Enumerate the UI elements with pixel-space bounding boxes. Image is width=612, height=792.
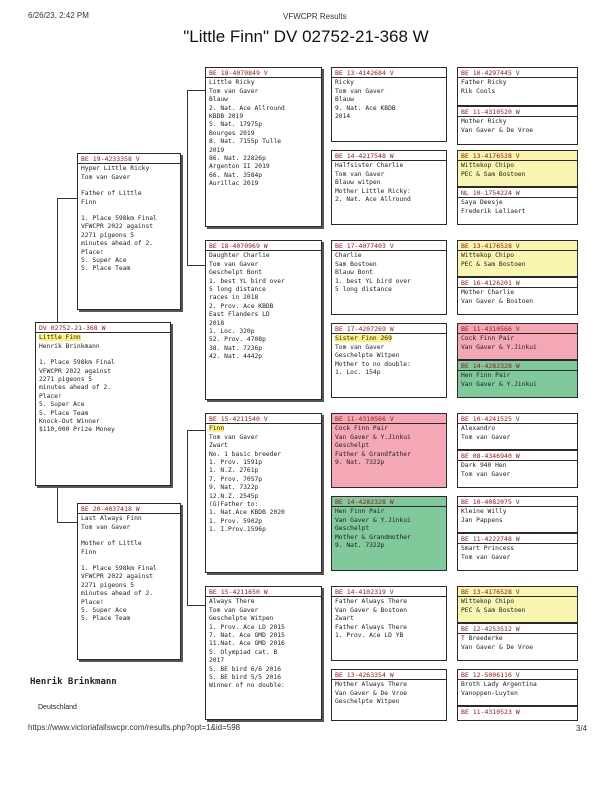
pedigree-line: 1. Place 598km Final [81, 565, 157, 573]
pedigree-line: Geschelpt [335, 442, 370, 450]
pedigree-line: 2018 [209, 319, 225, 327]
pedigree-line: Bourges 2019 [209, 129, 255, 137]
pedigree-line: Van Gaver & De Vroe [461, 126, 534, 134]
pedigree-line: Tom van Gaver [461, 553, 511, 561]
ring-number: BE 14-4102319 V [332, 588, 446, 597]
pedigree-line: 2271 pigeons 5 [81, 231, 135, 239]
pedigree-line: Geschelpt Bont [209, 269, 263, 277]
pedigree-line: Mother of Little [81, 540, 142, 548]
pedigree-line: $110,000 Prize Money [39, 426, 115, 434]
pedigree-line: 1. N.Z. 2761p [209, 467, 259, 475]
pedigree-line: Finn [81, 548, 97, 556]
pedigree-line: 52. Prov. 4708p [209, 336, 266, 344]
pedigree-line: Charlie [335, 252, 362, 260]
pedigree-line: 1. Loc. 320p [209, 328, 255, 336]
pedigree-line: Blauw Bont [335, 269, 373, 277]
pedigree-line: Van Gaver & Y.Jinkui [461, 343, 537, 351]
pedigree-line: 5. Nat. 17975p [209, 121, 263, 129]
pedigree-line: PEC & Sam Bostoen [461, 260, 526, 268]
pedigree-line: Blauw witpen [335, 179, 381, 187]
pigeon-owner: Tom van Gaver [81, 173, 131, 181]
pedigree-line: Cock Finn Pair [461, 335, 515, 343]
connector-line [187, 430, 188, 605]
pedigree-line: minutes ahead of 2. [39, 384, 112, 392]
pedigree-line: 1. Prov. 1591p [209, 459, 263, 467]
ring-number: BE 10-4297445 V [458, 69, 577, 78]
pedigree-line: Wittekop Chipo [461, 598, 515, 606]
pedigree-line: Van Gaver & De Vroe [461, 643, 534, 651]
ring-number: BE 10-4082075 V [458, 498, 577, 507]
pedigree-line: 5. Super Ace [81, 257, 127, 265]
pedigree-line: minutes ahead of 2. [81, 240, 154, 248]
pedigree-line: Father of Little [81, 190, 142, 198]
pedigree-line: Blauw [209, 96, 228, 104]
pedigree-line: Hen Finn Pair [335, 508, 385, 516]
pedigree-line: VFWCPR 2022 against [39, 367, 112, 375]
ring-number: BE 18-4070849 V [206, 69, 321, 78]
pedigree-line: Alexandro [461, 425, 496, 433]
pedigree-line: Van Gaver & De Vroe [335, 689, 408, 697]
pedigree-card-dsd[interactable] [331, 496, 447, 571]
pedigree-line: Mother Ricky [461, 118, 507, 126]
pedigree-line: Finn [81, 198, 97, 206]
pedigree-line: 1. Prov. Ace LD YB [335, 632, 404, 640]
ring-number: BE 08-4346940 W [458, 452, 577, 461]
pedigree-subject-card[interactable] [35, 322, 171, 486]
pedigree-line: 1. best YL bird over [209, 277, 285, 285]
ring-number: BE 13-4176528 V [458, 152, 577, 161]
pedigree-line: Winner of no double: [209, 682, 285, 690]
pedigree-line: 5. Place Team [81, 265, 131, 273]
pedigree-line: 5. Place Team [39, 409, 89, 417]
pedigree-line: 7. Nat. Ace GMD 2015 [209, 632, 285, 640]
pedigree-line: Mother Charlie [461, 289, 515, 297]
pigeon-owner: Henrik Brinkmann [39, 342, 100, 350]
pedigree-sire-card[interactable] [77, 153, 181, 310]
pedigree-card-g5[interactable] [457, 586, 578, 623]
footer-url: https://www.victoriafallswcpr.com/results.php?opt=1&id=598 [28, 723, 241, 732]
pedigree-card-g5[interactable] [457, 706, 578, 721]
pedigree-dam-card[interactable] [77, 503, 181, 660]
pedigree-line: Mother Always There [335, 681, 408, 689]
ring-number: BE 10-4241525 V [458, 415, 577, 424]
pedigree-line: 2. Prov. Ace KBDB [209, 302, 274, 310]
pedigree-card-g5[interactable] [457, 623, 578, 661]
pedigree-line: 2019 [209, 146, 225, 154]
pedigree-line: 9. Nat. 7322p [209, 484, 259, 492]
pedigree-line: 1. Place 598km Final [81, 215, 157, 223]
ring-number: BE 11-4310566 V [458, 325, 577, 334]
pedigree-line: Mother to no double: [335, 360, 411, 368]
pedigree-card-g5[interactable] [457, 323, 578, 360]
pedigree-line: Mother Little Ricky: [335, 187, 411, 195]
pedigree-line: Blauw [335, 96, 354, 104]
owner-country: Deutschland [38, 704, 77, 711]
pedigree-line: 66. Nat. 3584p [209, 171, 263, 179]
pedigree-line: Tom van Gaver [335, 343, 385, 351]
pedigree-line: Always There [209, 598, 255, 606]
pedigree-line: 38. Nat. 7236p [209, 344, 263, 352]
connector-line [187, 90, 205, 91]
pedigree-card-g5[interactable] [457, 150, 578, 187]
pedigree-line: 2. Nat. Ace Allround [335, 196, 411, 204]
pedigree-line: Aurillac 2019 [209, 180, 259, 188]
pedigree-line: (G)Father to: [209, 501, 259, 509]
ring-number: BE 15-4211650 W [206, 588, 321, 597]
pedigree-card-g5[interactable] [457, 496, 578, 533]
ring-number: BE 14-4217548 W [332, 152, 446, 161]
print-datetime: 6/26/23, 2:42 PM [28, 11, 89, 20]
ring-number: BE 12-4253512 W [458, 625, 577, 634]
pedigree-card-sd[interactable] [205, 240, 322, 400]
pedigree-line: 2014 [335, 113, 351, 121]
pedigree-line: Geschelpte Witpen [335, 352, 400, 360]
pedigree-card-dss[interactable] [331, 413, 447, 488]
connector-line [187, 90, 188, 265]
pedigree-line: VFWCPR 2022 against [81, 223, 154, 231]
pedigree-line: Tom van Gaver [209, 87, 259, 95]
page-number: 3/4 [576, 724, 588, 733]
pedigree-line: Smart Princess [461, 545, 515, 553]
pedigree-line: Vanoppen-Luyten [461, 689, 518, 697]
pedigree-line: 7. Prov. 7057p [209, 475, 263, 483]
ring-number: BE 11-4310523 W [461, 708, 520, 716]
pedigree-line: 1. Prov. Ace LD 2015 [209, 623, 285, 631]
pedigree-line: 8. Nat. 7155p Tulle [209, 138, 282, 146]
pedigree-card-g5[interactable] [457, 240, 578, 277]
ring-number: BE 13-4176528 V [458, 588, 577, 597]
pedigree-line: Zwart [209, 442, 228, 450]
pedigree-line: Broth Lady Argentina [461, 681, 537, 689]
pedigree-card-dds[interactable] [331, 586, 447, 661]
pedigree-line: Father Always There [335, 623, 408, 631]
pedigree-line: 5. Super Ace [39, 401, 85, 409]
pedigree-line: Place! [81, 248, 104, 256]
pedigree-line: Tom van Gaver [335, 87, 385, 95]
pedigree-card-ddd[interactable] [331, 669, 447, 721]
ring-number: BE 13-4176528 V [458, 242, 577, 251]
pedigree-line: 2017 [209, 657, 225, 665]
ring-number: BE 11-4310520 W [458, 108, 577, 117]
pedigree-line: 12.N.Z. 2545p [209, 492, 259, 500]
pedigree-line: Jan Pappens [461, 516, 503, 524]
owner-name: Henrik Brinkmann [30, 677, 117, 687]
pedigree-card-g5[interactable] [457, 533, 578, 571]
ring-number: BE 17-4207269 W [332, 325, 446, 334]
pedigree-line: Van Gaver & Y.Jinkui [335, 516, 411, 524]
pedigree-line: 5. Place Team [81, 615, 131, 623]
pedigree-card-ds[interactable] [205, 413, 322, 573]
pedigree-line: 2. Nat. Ace Allround [209, 104, 285, 112]
page-title: "Little Finn" DV 02752-21-368 W [183, 27, 429, 46]
pedigree-line: 9. Nat. 7322p [335, 542, 385, 550]
pedigree-line: Tom van Gaver [209, 260, 259, 268]
print-site-name: VFWCPR Results [283, 12, 347, 21]
pedigree-line: 2271 pigeons 5 [39, 376, 93, 384]
pedigree-line: Geschelpte Witpen [335, 698, 400, 706]
pedigree-card-ssd[interactable] [331, 150, 447, 225]
ring-number: BE 19-4233358 V [78, 155, 180, 164]
pedigree-line: Tom van Gaver [209, 433, 259, 441]
pedigree-card-g5[interactable] [457, 669, 578, 706]
pedigree-line: 1. Prov. 5902p [209, 517, 263, 525]
pedigree-card-ss[interactable] [205, 67, 322, 227]
pedigree-line: Hen Finn Pair [461, 372, 511, 380]
pedigree-line: races in 2018 [209, 294, 259, 302]
pedigree-line: Zwart [335, 615, 354, 623]
pedigree-line: Sam Bostoen [335, 260, 377, 268]
ring-number: BE 20-4037418 W [78, 505, 180, 514]
pedigree-line: Ricky [335, 79, 354, 87]
pedigree-card-g5[interactable] [457, 413, 578, 450]
connector-line [187, 265, 205, 266]
pedigree-line: Geschelpt [335, 525, 370, 533]
pedigree-line: Halfsister Charlie [335, 162, 404, 170]
pedigree-line: 5 long distance [335, 286, 392, 294]
pedigree-line: 42. Nat. 4442p [209, 353, 263, 361]
pedigree-line: 11.Nat. Ace GMD 2016 [209, 640, 285, 648]
pedigree-line: Saya Deesje [461, 199, 503, 207]
pedigree-line: Tom van Gaver [461, 470, 511, 478]
pedigree-line: Rik Cools [461, 87, 496, 95]
pedigree-line: Kleine Willy [461, 508, 507, 516]
pedigree-line: Place! [39, 392, 62, 400]
pedigree-line: Frederik Leliaert [461, 207, 526, 215]
pedigree-line: T Breederke [461, 635, 503, 643]
pedigree-line: Sister Finn 269 [335, 335, 392, 343]
ring-number: BE 13-4142684 V [332, 69, 446, 78]
pedigree-line: Van Gaver & Bostoen [461, 297, 534, 305]
pedigree-line: Wittekop Chipo [461, 162, 515, 170]
pedigree-card-sss[interactable] [331, 67, 447, 142]
pedigree-line: Knock-Out Winner [39, 418, 100, 426]
ring-number: BE 16-4126201 W [458, 279, 577, 288]
pedigree-line: 1. I.Prov.1596p [209, 526, 266, 534]
ring-number: BE 11-4310566 V [332, 415, 446, 424]
pedigree-card-g5[interactable] [457, 450, 578, 488]
pedigree-card-dd[interactable] [205, 586, 322, 720]
pedigree-line: East Flanders LD [209, 311, 270, 319]
ring-number: BE 14-4282328 W [458, 362, 577, 371]
pedigree-line: Father Ricky [461, 79, 507, 87]
pedigree-line: No. 1 basic breeder [209, 450, 282, 458]
pedigree-card-g5[interactable] [457, 67, 578, 106]
pedigree-line: 9. Nat. 7322p [335, 459, 385, 467]
ring-number: BE 13-4263354 W [332, 671, 446, 680]
pedigree-line: Van Gaver & Y.Jinkui [335, 433, 411, 441]
pedigree-card-sdd[interactable] [331, 323, 447, 398]
pedigree-line: VFWCPR 2022 against [81, 573, 154, 581]
pedigree-line: Place! [81, 598, 104, 606]
pedigree-line: 1. Place 598km Final [39, 359, 115, 367]
pigeon-name: Last Always Finn [81, 515, 142, 523]
pedigree-line: 5. BE bird 6/6 2016 [209, 665, 282, 673]
pedigree-line: Wittekop Chipo [461, 252, 515, 260]
ring-number: BE 14-4282328 W [332, 498, 446, 507]
pedigree-line: Daughter Charlie [209, 252, 270, 260]
pedigree-line: KBDB 2019 [209, 113, 244, 121]
pedigree-line: 86. Nat. 22826p [209, 155, 266, 163]
pedigree-line: Tom van Gaver [209, 606, 259, 614]
pedigree-card-sds[interactable] [331, 240, 447, 315]
pedigree-card-g5[interactable] [457, 277, 578, 315]
connector-line [187, 605, 205, 606]
pedigree-line: 5 long distance [209, 286, 266, 294]
ring-number: BE 11-4222748 W [458, 535, 577, 544]
pedigree-line: Geschelpte Witpen [209, 615, 274, 623]
pedigree-line: Van Gaver & Bostoen [335, 606, 408, 614]
connector-line [57, 198, 77, 199]
pedigree-line: 5. BE bird 5/5 2016 [209, 674, 282, 682]
pedigree-card-g5[interactable] [457, 106, 578, 145]
pedigree-card-g5[interactable] [457, 187, 578, 225]
connector-line [57, 522, 77, 523]
connector-line [187, 430, 205, 431]
pedigree-line: Van Gaver & Y.Jinkui [461, 380, 537, 388]
pedigree-line: PEC & Sam Bostoen [461, 606, 526, 614]
ring-number: BE 12-5006116 V [458, 671, 577, 680]
ring-number: DV 02752-21-368 W [36, 324, 170, 333]
pedigree-line: Cock Finn Pair [335, 425, 389, 433]
pedigree-line: PEC & Sam Bostoen [461, 170, 526, 178]
pedigree-line: Little Ricky [209, 79, 255, 87]
pedigree-line: 5. Super Ace [81, 607, 127, 615]
pedigree-line: Argenton II 2019 [209, 163, 270, 171]
pedigree-line: minutes ahead of 2. [81, 590, 154, 598]
pedigree-line: 1. Nat.Ace KBDB 2020 [209, 509, 285, 517]
ring-number: BE 17-4077403 V [332, 242, 446, 251]
pedigree-line: Finn [209, 425, 225, 433]
ring-number: BE 15-4211540 V [206, 415, 321, 424]
pedigree-line: Father & Grandfather [335, 450, 411, 458]
pedigree-line: Tom van Gaver [335, 170, 385, 178]
pedigree-card-g5[interactable] [457, 360, 578, 398]
pedigree-line: 9. Nat. Ace KBDB [335, 104, 396, 112]
pedigree-line: 5. Olympiad cat. B [209, 648, 278, 656]
pedigree-line: Tom van Gaver [461, 433, 511, 441]
pedigree-line: 1. Loc. 154p [335, 369, 381, 377]
pedigree-line: Mother & Grandmother [335, 533, 411, 541]
pigeon-name: Little Finn [39, 334, 81, 342]
pedigree-line: 2271 pigeons 5 [81, 581, 135, 589]
pedigree-line: 1. best YL bird over [335, 277, 411, 285]
pigeon-owner: Tom van Gaver [81, 523, 131, 531]
ring-number: BE 18-4070969 W [206, 242, 321, 251]
pedigree-line: Dark 940 Hen [461, 462, 507, 470]
pedigree-line: Father Always There [335, 598, 408, 606]
ring-number: NL 10-1754224 W [458, 189, 577, 198]
pigeon-name: Hyper Little Ricky [81, 165, 150, 173]
